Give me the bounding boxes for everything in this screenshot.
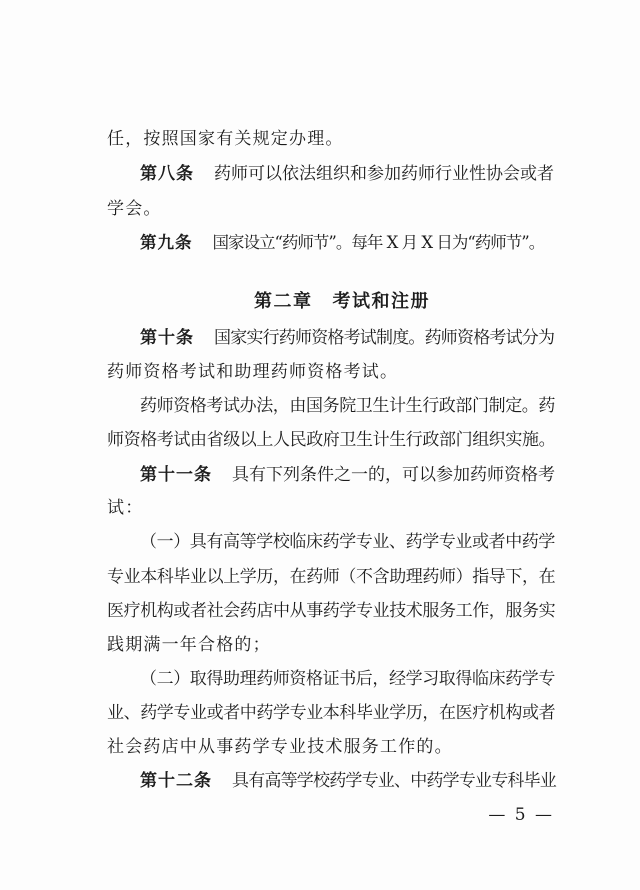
text-line xyxy=(140,394,555,418)
article-10-line xyxy=(140,326,554,350)
article-11-line xyxy=(140,463,555,487)
line-text: 药师可以依法组织和参加药师行业性协会或者 xyxy=(214,164,554,184)
line-text: 学会。 xyxy=(107,199,162,219)
text-line xyxy=(107,565,555,589)
text-line xyxy=(107,633,271,657)
text-line xyxy=(140,667,555,691)
article-heading: 第十条 xyxy=(140,328,194,348)
line-text: （一）具有高等学校临床药学专业、药学专业或者中药学 xyxy=(140,532,555,552)
article-12-line xyxy=(140,769,556,793)
line-text: 社会药店中从事药学专业技术服务工作的。 xyxy=(107,737,453,757)
article-9-line xyxy=(140,231,544,255)
article-heading: 第十一条 xyxy=(140,465,212,485)
line-text: 践期满一年合格的； xyxy=(107,635,271,655)
text-line xyxy=(107,197,162,221)
line-text: 专业本科毕业以上学历，在药师（不含助理药师）指导下，在 xyxy=(107,567,556,587)
line-text: 师资格考试由省级以上人民政府卫生计生行政部门组织实施。 xyxy=(107,430,556,450)
article-heading: 第九条 xyxy=(140,233,193,252)
line-text: 药师资格考试和助理药师资格考试。 xyxy=(107,362,399,382)
line-text: 药师资格考试办法，由国务院卫生计生行政部门制定。药 xyxy=(140,396,555,416)
line-text: 业、药学专业或者中药学专业本科毕业学历，在医疗机构或者 xyxy=(107,703,556,723)
text-line xyxy=(107,701,555,725)
text-line xyxy=(140,530,555,554)
line-text: 国家实行药师资格考试制度。药师资格考试分为 xyxy=(214,328,555,348)
text-line xyxy=(107,735,453,759)
line-text: 试： xyxy=(107,498,144,518)
article-heading: 第八条 xyxy=(140,164,194,184)
text-line xyxy=(107,428,555,452)
line-text: 国家设立“药师节”。每年 X 月 X 日为“药师节”。 xyxy=(212,233,545,252)
chapter-title: 考试和注册 xyxy=(332,291,430,312)
text-line xyxy=(107,599,555,623)
chapter-number: 第二章 xyxy=(254,291,313,312)
article-8-line xyxy=(140,162,554,186)
line-text: 具有下列条件之一的，可以参加药师资格考 xyxy=(232,465,555,485)
page-number: — 5 — xyxy=(488,805,554,825)
chapter-heading xyxy=(254,290,430,314)
article-heading: 第十二条 xyxy=(140,771,212,791)
line-text: （二）取得助理药师资格证书后，经学习取得临床药学专 xyxy=(140,669,555,689)
line-text: 医疗机构或者社会药店中从事药学专业技术服务工作，服务实 xyxy=(107,601,556,621)
line-text: 任，按照国家有关规定办理。 xyxy=(107,129,344,149)
line-text: 具有高等学校药学专业、中药学专业专科毕业 xyxy=(232,771,556,791)
text-line xyxy=(107,127,344,151)
text-line xyxy=(107,496,143,520)
text-line xyxy=(107,360,398,384)
